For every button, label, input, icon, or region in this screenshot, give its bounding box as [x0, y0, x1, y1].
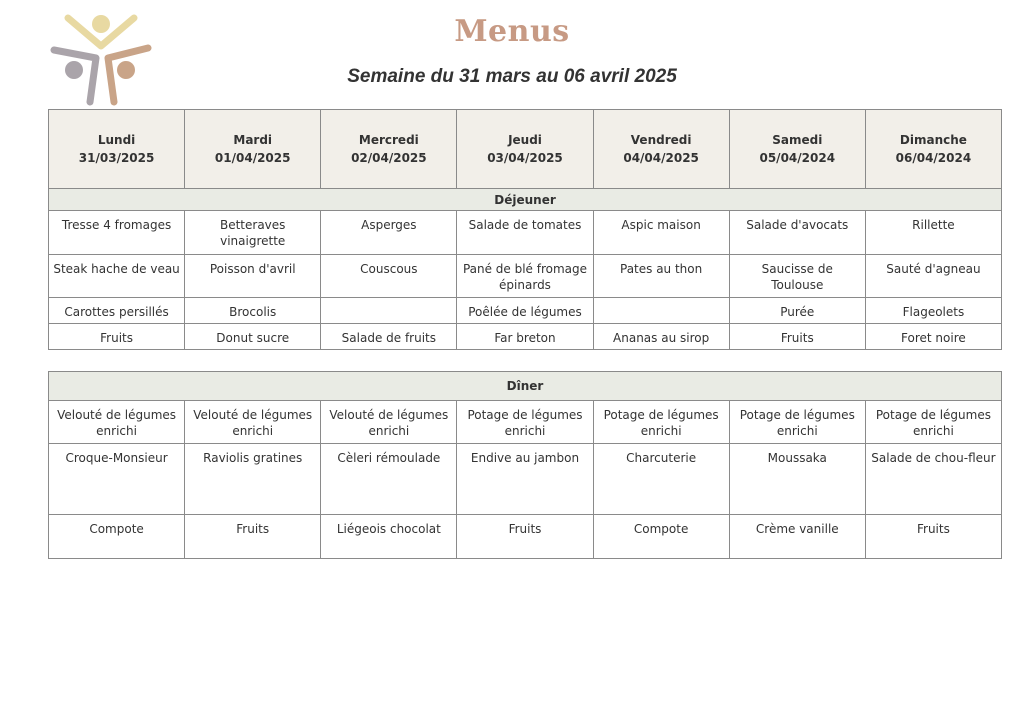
table-row — [49, 324, 1002, 350]
meal-cell: Potage de légumes enrichi — [593, 401, 729, 444]
day-date: 03/04/2025 — [487, 151, 563, 165]
meal-cell: Ananas au sirop — [593, 324, 729, 350]
meal-cell: Compote — [593, 515, 729, 559]
meal-cell: Poisson d'avril — [185, 255, 321, 298]
meal-cell: Salade de tomates — [457, 211, 593, 255]
meal-cell: Crème vanille — [729, 515, 865, 559]
week-subtitle: Semaine du 31 mars au 06 avril 2025 — [347, 66, 677, 87]
meal-cell: Potage de légumes enrichi — [729, 401, 865, 444]
day-header-saturday — [729, 110, 865, 189]
table-row — [49, 444, 1002, 515]
meal-cell: Pané de blé fromage épinards — [457, 255, 593, 298]
table-row — [49, 401, 1002, 444]
meal-cell: Moussaka — [729, 444, 865, 515]
meal-cell: Fruits — [729, 324, 865, 350]
meal-cell: Sauté d'agneau — [865, 255, 1001, 298]
meal-cell: Asperges — [321, 211, 457, 255]
day-name: Dimanche — [899, 133, 967, 147]
meal-cell: Pates au thon — [593, 255, 729, 298]
meal-cell: Purée — [729, 298, 865, 324]
day-date: 31/03/2025 — [78, 151, 155, 165]
meal-cell: Velouté de légumes enrichi — [49, 401, 185, 444]
meal-cell: Poêlée de légumes — [457, 298, 593, 324]
day-name: Vendredi — [630, 133, 692, 147]
day-header-thursday — [457, 110, 593, 189]
table-row — [49, 515, 1002, 559]
table-row — [49, 255, 1002, 298]
meal-cell: Salade d'avocats — [729, 211, 865, 255]
meal-cell: Liégeois chocolat — [321, 515, 457, 559]
meal-cell: Velouté de légumes enrichi — [185, 401, 321, 444]
day-header-row — [49, 110, 1002, 189]
day-date: 06/04/2024 — [895, 151, 972, 165]
day-name: Mercredi — [358, 133, 419, 147]
lunch-section-row — [49, 189, 1002, 211]
meal-cell: Saucisse de Toulouse — [729, 255, 865, 298]
day-header-monday — [49, 110, 185, 189]
meal-cell: Salade de chou-fleur — [865, 444, 1001, 515]
day-header-friday — [593, 110, 729, 189]
day-date: 05/04/2024 — [759, 151, 836, 165]
page-title: Menus — [454, 14, 570, 49]
dinner-menu-table — [48, 371, 1002, 559]
meal-cell: Croque-Monsieur — [49, 444, 185, 515]
meal-cell — [593, 298, 729, 324]
day-name: Lundi — [97, 133, 136, 147]
meal-cell: Brocolis — [185, 298, 321, 324]
meal-cell: Fruits — [865, 515, 1001, 559]
day-header-sunday — [865, 110, 1001, 189]
meal-cell: Cèleri rémoulade — [321, 444, 457, 515]
meal-cell: Fruits — [49, 324, 185, 350]
meal-cell: Far breton — [457, 324, 593, 350]
meal-cell: Charcuterie — [593, 444, 729, 515]
meal-cell: Fruits — [185, 515, 321, 559]
day-date: 01/04/2025 — [214, 151, 291, 165]
day-name: Samedi — [772, 133, 823, 147]
meal-cell: Raviolis gratines — [185, 444, 321, 515]
meal-cell: Flageolets — [865, 298, 1001, 324]
meal-cell: Endive au jambon — [457, 444, 593, 515]
lunch-menu-table — [48, 109, 1002, 350]
meal-cell: Tresse 4 fromages — [49, 211, 185, 255]
meal-cell: Velouté de légumes enrichi — [321, 401, 457, 444]
meal-cell: Rillette — [865, 211, 1001, 255]
meal-cell: Couscous — [321, 255, 457, 298]
meal-cell: Betteraves vinaigrette — [185, 211, 321, 255]
meal-cell: Potage de légumes enrichi — [865, 401, 1001, 444]
meal-cell: Carottes persillés — [49, 298, 185, 324]
day-date: 02/04/2025 — [351, 151, 427, 165]
meal-cell: Donut sucre — [185, 324, 321, 350]
meal-cell: Salade de fruits — [321, 324, 457, 350]
meal-cell — [321, 298, 457, 324]
day-header-tuesday — [185, 110, 321, 189]
meal-cell: Fruits — [457, 515, 593, 559]
table-row — [49, 298, 1002, 324]
lunch-section-label: Déjeuner — [49, 189, 1002, 211]
day-header-wednesday — [321, 110, 457, 189]
table-row — [49, 211, 1002, 255]
meal-cell: Foret noire — [865, 324, 1001, 350]
meal-cell: Potage de légumes enrichi — [457, 401, 593, 444]
meal-cell: Steak hache de veau — [49, 255, 185, 298]
dinner-section-label: Dîner — [49, 372, 1002, 401]
meal-cell: Compote — [49, 515, 185, 559]
meal-cell: Aspic maison — [593, 211, 729, 255]
day-name: Mardi — [233, 133, 273, 147]
day-name: Jeudi — [508, 133, 542, 147]
day-date: 04/04/2025 — [623, 151, 699, 165]
dinner-section-row — [49, 372, 1002, 401]
